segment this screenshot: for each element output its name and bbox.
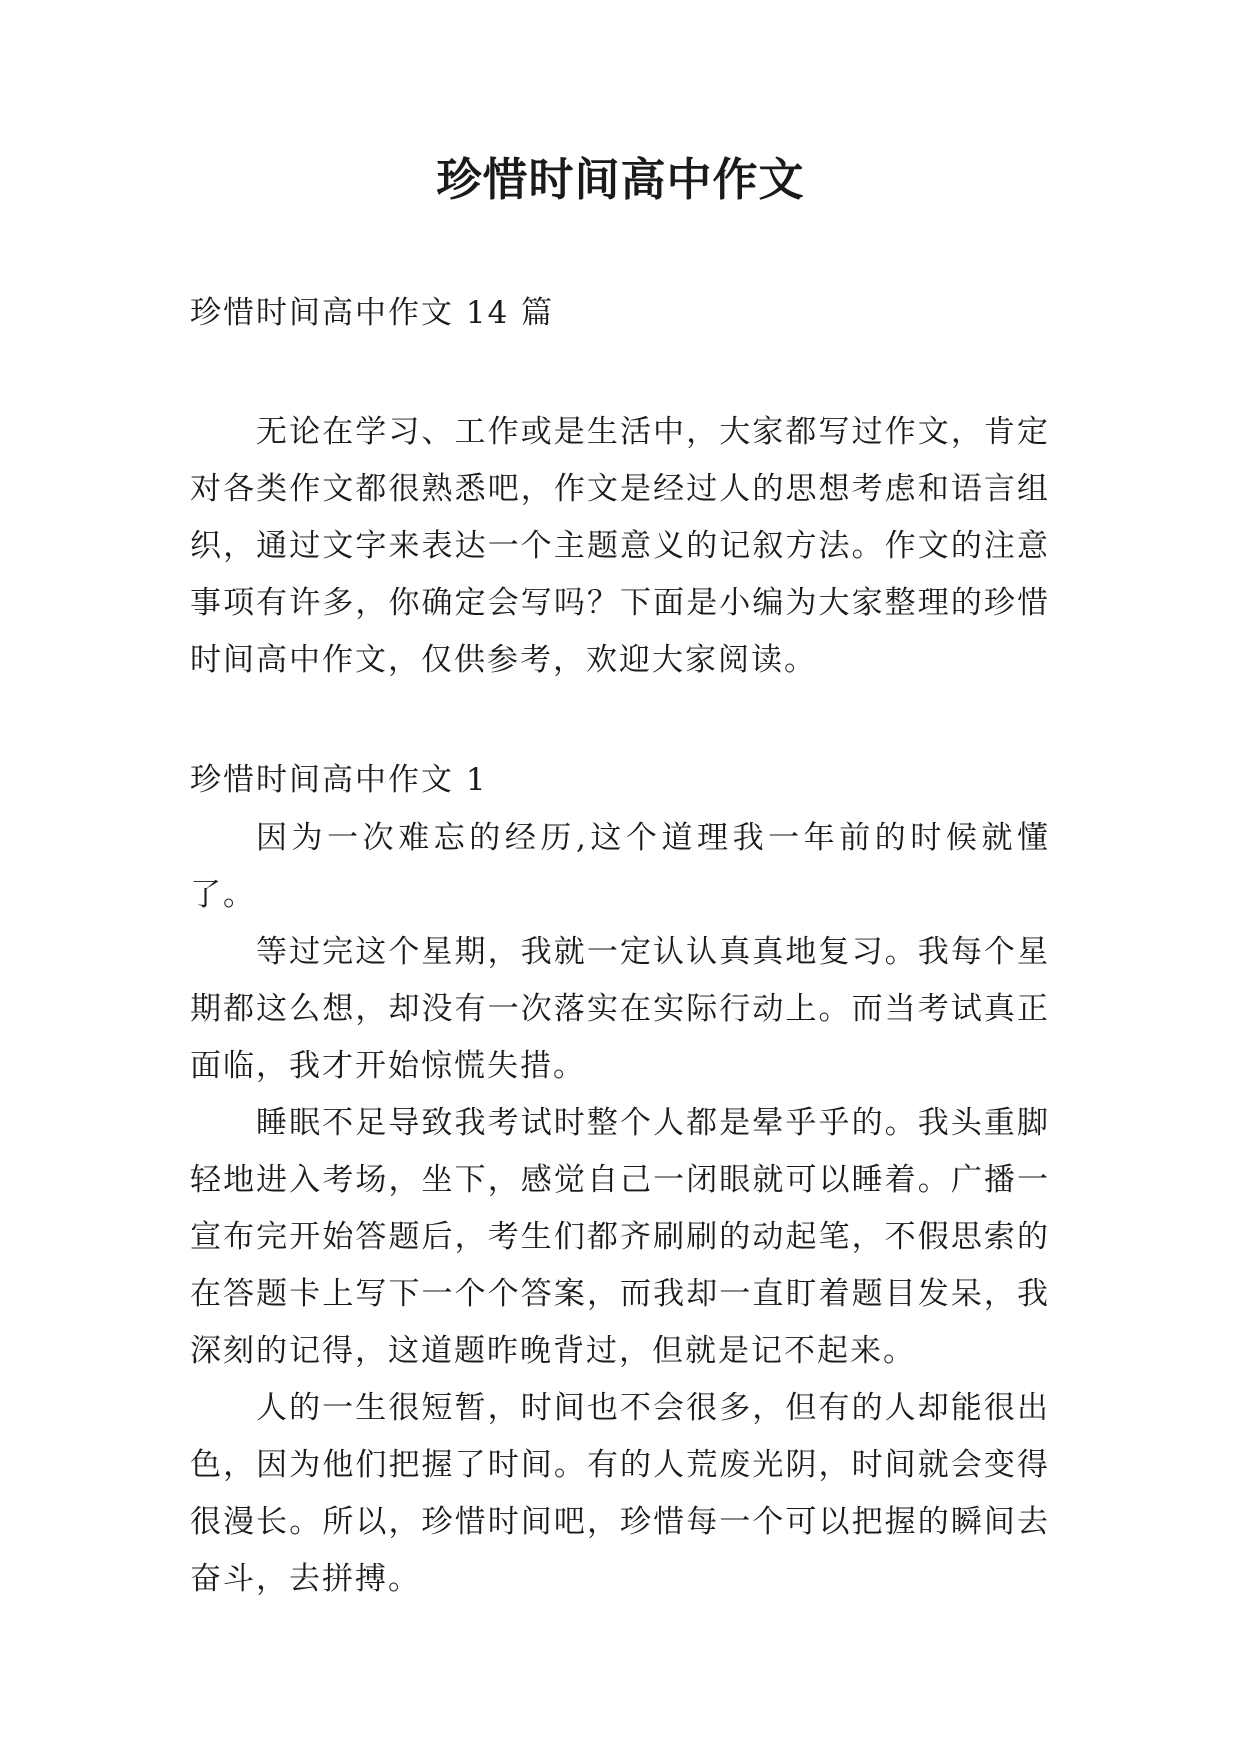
document-title: 珍惜时间高中作文 — [436, 153, 805, 206]
section-heading: 珍惜时间高中作文 1 — [190, 762, 488, 798]
document-subtitle: 珍惜时间高中作文 14 篇 — [190, 295, 555, 331]
essay-paragraph: 因为一次难忘的经历,这个道理我一年前的时候就懂了。 — [190, 820, 1050, 913]
intro-paragraph: 无论在学习、工作或是生活中，大家都写过作文，肯定对各类作文都很熟悉吧，作文是经过人的思想考虑和语言组织，通过文字来表达一个主题意义的记叙方法。作文的注意事项有许多，你确定会写吗？下面是小编为大家整理的珍惜时间高中作文，仅供参考，欢迎大家阅读。 — [190, 414, 1050, 678]
essay-paragraph: 睡眠不足导致我考试时整个人都是晕乎乎的。我头重脚轻地进入考场，坐下，感觉自己一闭眼就可以睡着。广播一宣布完开始答题后，考生们都齐刷刷的动起笔，不假思索的在答题卡上写下一个个答案，而我却一直盯着题目发呆，我深刻的记得，这道题昨晚背过，但就是记不起来。 — [190, 1105, 1050, 1369]
essay-body — [190, 810, 1050, 1608]
essay-paragraph: 人的一生很短暂，时间也不会很多，但有的人却能很出色，因为他们把握了时间。有的人荒废光阴，时间就会变得很漫长。所以，珍惜时间吧，珍惜每一个可以把握的瞬间去奋斗，去拼搏。 — [190, 1390, 1050, 1597]
essay-paragraph: 等过完这个星期，我就一定认认真真地复习。我每个星期都这么想，却没有一次落实在实际行动上。而当考试真正面临，我才开始惊慌失措。 — [190, 934, 1050, 1084]
